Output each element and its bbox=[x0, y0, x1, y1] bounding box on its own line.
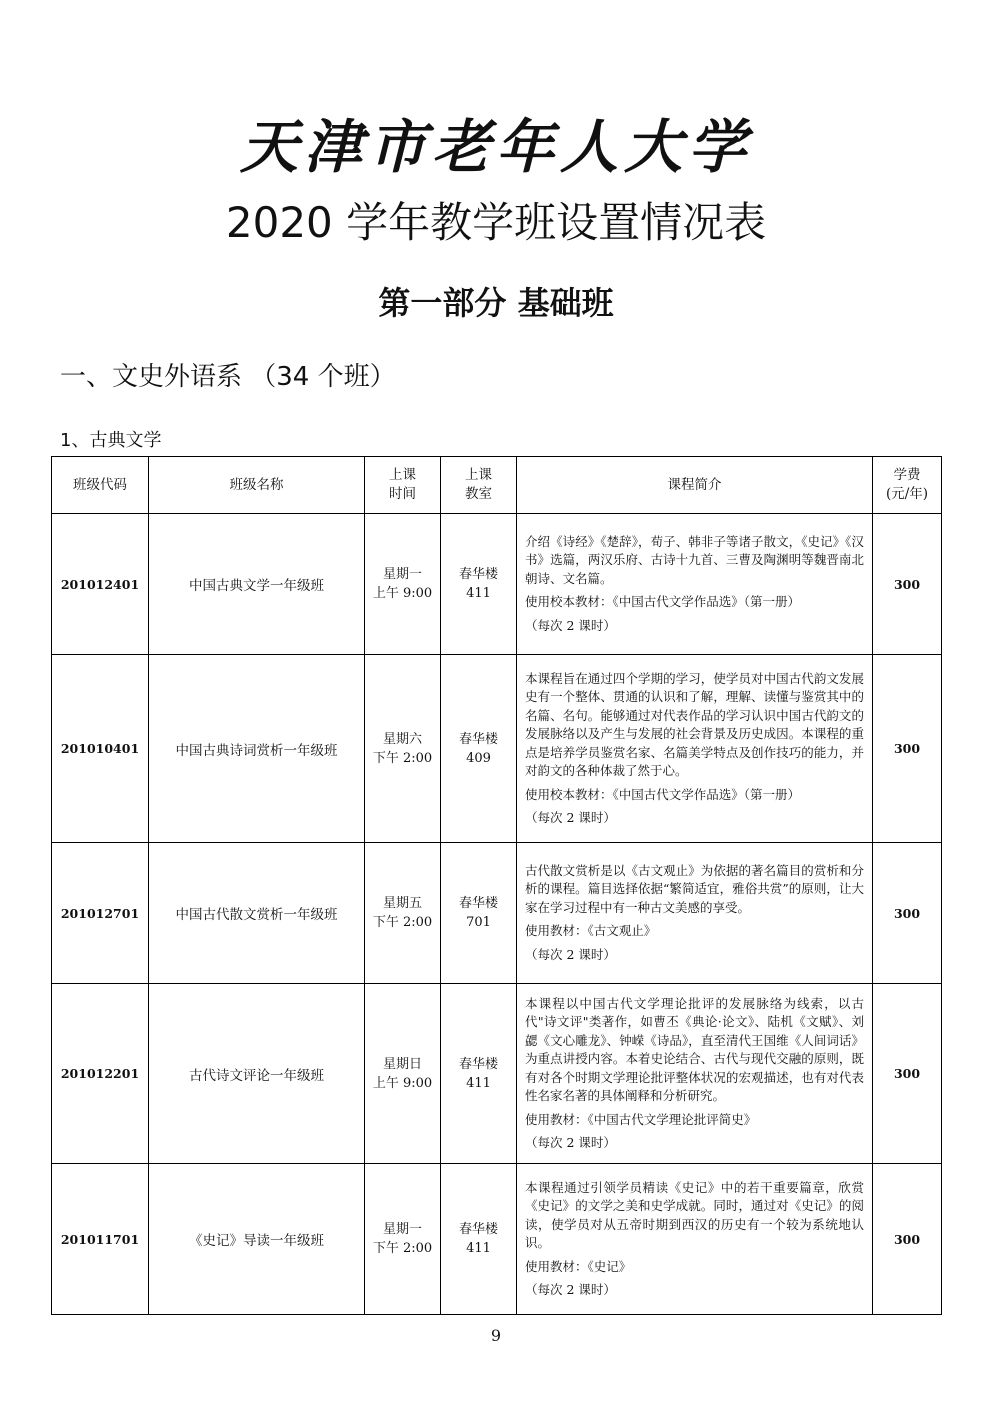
class-time bbox=[365, 1164, 441, 1315]
class-name: 中国古代散文赏析一年级班 bbox=[149, 843, 365, 984]
class-room bbox=[441, 843, 517, 984]
class-clock: 上午 9:00 bbox=[372, 1075, 433, 1091]
class-time bbox=[365, 514, 441, 655]
class-time bbox=[365, 984, 441, 1164]
class-day: 星期六 bbox=[382, 731, 422, 747]
table-row bbox=[52, 1164, 942, 1315]
room-number: 411 bbox=[466, 1075, 491, 1091]
page-title: 2020 学年教学班设置情况表 bbox=[225, 198, 767, 247]
class-table bbox=[51, 456, 942, 1315]
course-textbook: 使用教材：《中国古代文学理论批评简史》 bbox=[525, 1111, 757, 1127]
header-intro: 课程简介 bbox=[517, 457, 873, 514]
header-room-line2: 教室 bbox=[465, 486, 492, 502]
table-row bbox=[52, 843, 942, 984]
page-number: 9 bbox=[490, 1326, 502, 1345]
course-intro bbox=[517, 514, 873, 655]
course-hours: （每次 2 课时） bbox=[525, 810, 616, 825]
course-description: 本课程以中国古代文学理论批评的发展脉络为线索，以古代"诗文评"类著作，如曹丕《典论·论文》、陆机《文赋》、刘勰《文心雕龙》、钟嵘《诗品》，直至清代王国维《人间词话》为重点讲授内容。本着史论结合、古代与现代交融的原则，既有对各个时期文学理论批评整体状况的宏观描述，也有对代表性名家名著的具体阐释和分析研究。 bbox=[525, 995, 864, 1103]
class-fee: 300 bbox=[873, 514, 942, 655]
course-intro bbox=[517, 1164, 873, 1315]
header-room bbox=[441, 457, 517, 514]
class-room bbox=[441, 655, 517, 843]
header-time-line1: 上课 bbox=[389, 467, 416, 483]
class-code: 201012201 bbox=[52, 984, 149, 1164]
class-room bbox=[441, 984, 517, 1164]
class-day: 星期日 bbox=[382, 1056, 422, 1072]
table-row bbox=[52, 984, 942, 1164]
course-intro bbox=[517, 984, 873, 1164]
subsection-heading: 1、古典文学 bbox=[60, 430, 162, 451]
class-code: 201012401 bbox=[52, 514, 149, 655]
course-description: 本课程旨在通过四个学期的学习，使学员对中国古代韵文发展史有一个整体、贯通的认识和了解，理解、读懂与鉴赏其中的名篇、名句。能够通过对代表作品的学习认识中国古代韵文的发展脉络以及产生与发展的社会背景及历史成因。本课程的重点是培养学员鉴赏名家、名篇美学特点及创作技巧的能力，并对韵文的各种体裁了然于心。 bbox=[525, 670, 864, 778]
room-building: 春华楼 bbox=[458, 1222, 498, 1237]
header-time bbox=[365, 457, 441, 514]
class-day: 星期五 bbox=[382, 896, 422, 911]
class-name: 中国古典诗词赏析一年级班 bbox=[149, 655, 365, 843]
course-description: 介绍《诗经》《楚辞》，荀子、韩非子等诸子散文，《史记》《汉书》选篇，两汉乐府、古诗十九首、三曹及陶渊明等魏晋南北朝诗、文名篇。 bbox=[525, 533, 864, 586]
room-building: 春华楼 bbox=[458, 896, 498, 911]
header-room-line1: 上课 bbox=[465, 467, 492, 483]
course-intro bbox=[517, 655, 873, 843]
class-room bbox=[441, 514, 517, 655]
room-number: 411 bbox=[466, 586, 491, 601]
table-header-row bbox=[52, 457, 942, 514]
university-logo-text: 天津市老年人大学 bbox=[239, 113, 752, 181]
class-room bbox=[441, 1164, 517, 1315]
class-fee: 300 bbox=[873, 984, 942, 1164]
header-fee bbox=[873, 457, 942, 514]
room-number: 409 bbox=[466, 750, 491, 766]
course-hours: （每次 2 课时） bbox=[525, 1282, 616, 1297]
header-code: 班级代码 bbox=[52, 457, 149, 514]
room-number: 411 bbox=[466, 1241, 491, 1256]
class-code: 201011701 bbox=[52, 1164, 149, 1315]
room-number: 701 bbox=[466, 915, 491, 930]
class-clock: 上午 9:00 bbox=[372, 586, 433, 601]
course-hours: （每次 2 课时） bbox=[525, 617, 616, 633]
course-description: 本课程通过引领学员精读《史记》中的若干重要篇章，欣赏《史记》的文学之美和史学成就。同时，通过对《史记》的阅读，使学员对从五帝时期到西汉的历史有一个较为系统地认识。 bbox=[525, 1179, 864, 1250]
course-intro bbox=[517, 843, 873, 984]
course-hours: （每次 2 课时） bbox=[525, 946, 616, 962]
course-textbook: 使用校本教材：《中国古代文学作品选》（第一册） bbox=[525, 786, 801, 802]
class-code: 201010401 bbox=[52, 655, 149, 843]
class-day: 星期一 bbox=[382, 567, 422, 582]
class-fee: 300 bbox=[873, 1164, 942, 1315]
class-name: 《史记》导读一年级班 bbox=[149, 1164, 365, 1315]
department-heading: 一、文史外语系 （34 个班） bbox=[60, 362, 396, 392]
room-building: 春华楼 bbox=[458, 567, 498, 582]
room-building: 春华楼 bbox=[458, 731, 498, 747]
course-hours: （每次 2 课时） bbox=[525, 1135, 616, 1150]
class-code: 201012701 bbox=[52, 843, 149, 984]
class-fee: 300 bbox=[873, 843, 942, 984]
class-name: 中国古典文学一年级班 bbox=[149, 514, 365, 655]
class-name: 古代诗文评论一年级班 bbox=[149, 984, 365, 1164]
class-time bbox=[365, 843, 441, 984]
table-row bbox=[52, 514, 942, 655]
table-row bbox=[52, 655, 942, 843]
course-textbook: 使用校本教材：《中国古代文学作品选》（第一册） bbox=[525, 594, 801, 610]
class-clock: 下午 2:00 bbox=[372, 915, 433, 930]
course-textbook: 使用教材：《古文观止》 bbox=[525, 923, 657, 939]
class-fee: 300 bbox=[873, 655, 942, 843]
class-clock: 下午 2:00 bbox=[372, 1241, 433, 1256]
part-heading: 第一部分 基础班 bbox=[378, 284, 614, 322]
course-textbook: 使用教材：《史记》 bbox=[525, 1258, 632, 1274]
course-description: 古代散文赏析是以《古文观止》为依据的著名篇目的赏析和分析的课程。篇目选择依据“繁简适宜，雅俗共赏”的原则，让大家在学习过程中有一种古文美感的享受。 bbox=[525, 862, 864, 915]
room-building: 春华楼 bbox=[458, 1056, 498, 1072]
header-fee-line1: 学费 bbox=[893, 467, 921, 483]
header-fee-line2: (元/年) bbox=[885, 486, 929, 502]
class-day: 星期一 bbox=[382, 1222, 422, 1237]
header-time-line2: 时间 bbox=[389, 486, 416, 502]
class-time bbox=[365, 655, 441, 843]
class-clock: 下午 2:00 bbox=[372, 750, 433, 766]
header-name: 班级名称 bbox=[149, 457, 365, 514]
